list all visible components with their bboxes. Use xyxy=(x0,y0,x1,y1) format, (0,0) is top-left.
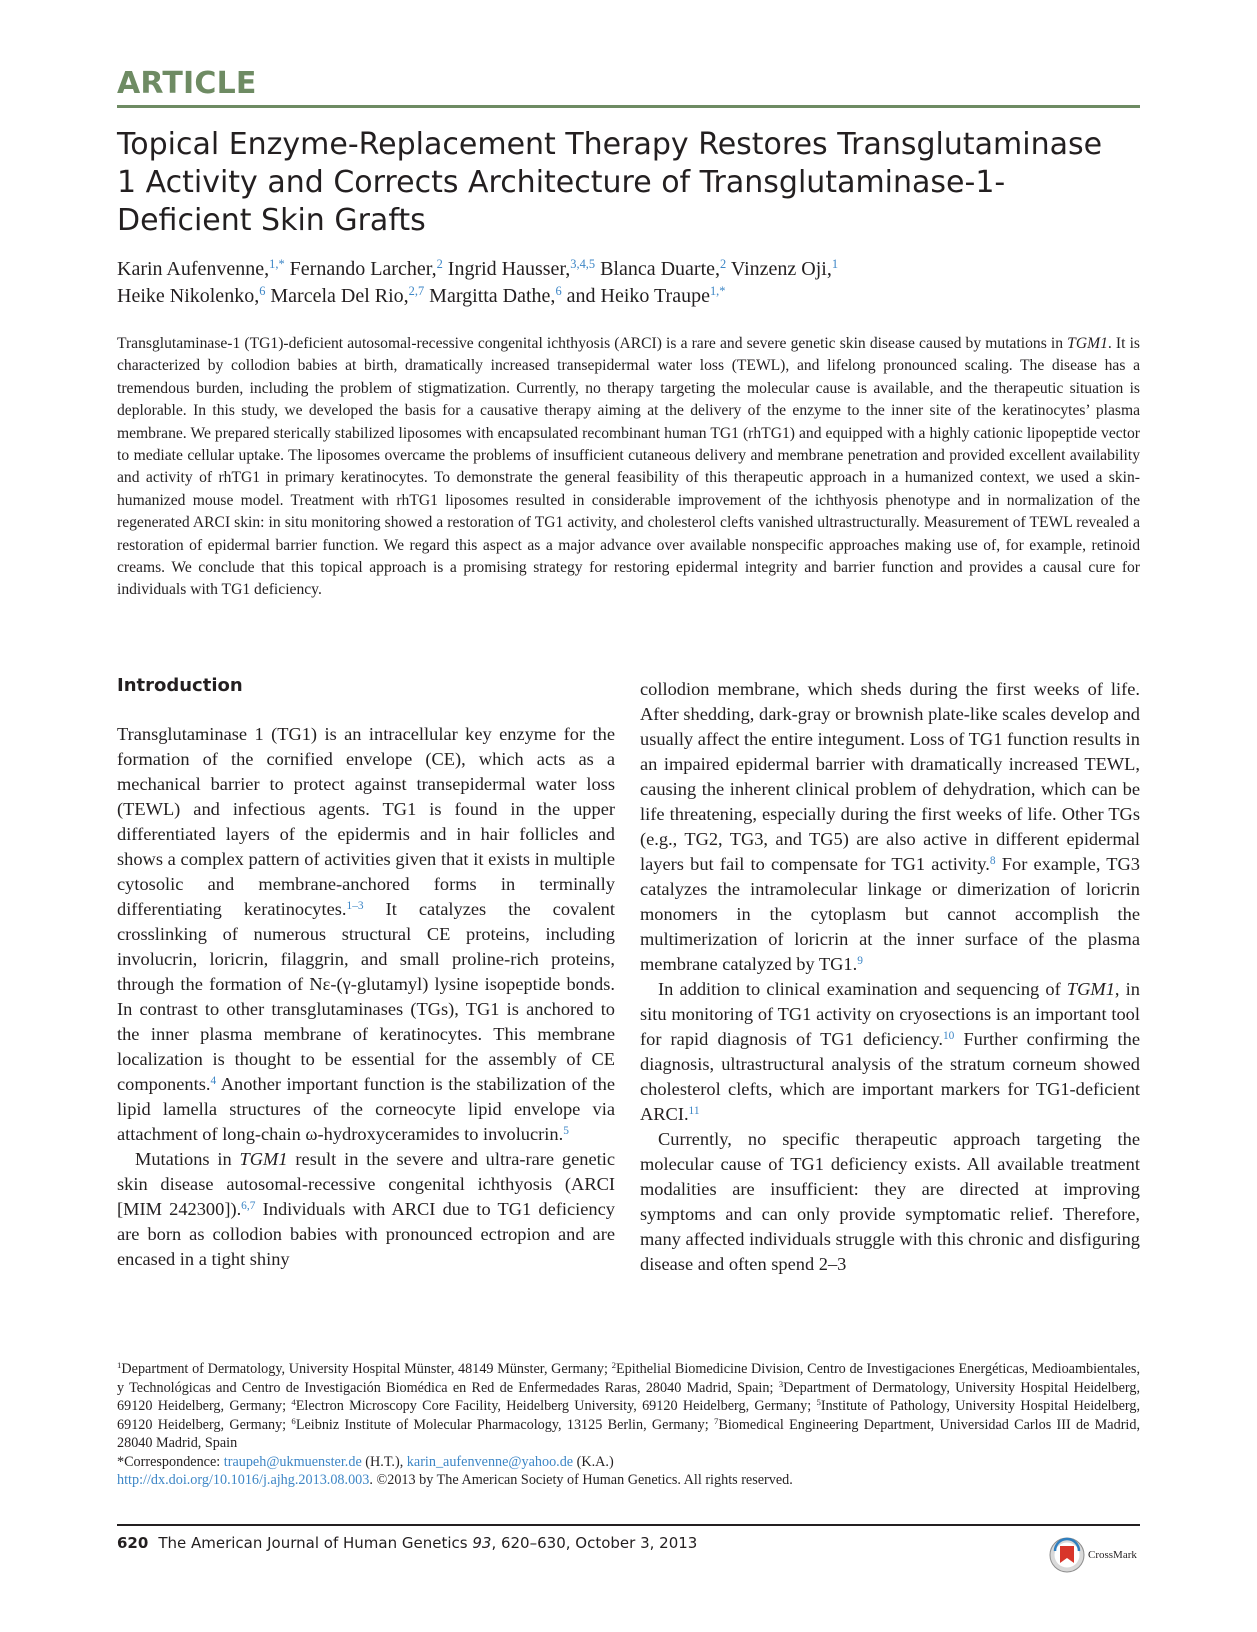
author: and Heiko Traupe$^{1,*}$ xyxy=(566,284,726,307)
journal-volume: 93 xyxy=(472,1534,492,1552)
affiliations xyxy=(117,1360,1140,1490)
page-footer xyxy=(117,1533,697,1553)
author-list xyxy=(117,256,1140,310)
footer-rule xyxy=(117,1524,1140,1526)
section-heading-introduction: Introduction xyxy=(117,675,243,696)
abstract: Transglutaminase-1 (TG1)-deficient autosomal-recessive congenital ichthyosis (ARCI) is a rare and severe genetic skin disease caused by mutations in TGM1. It is characterized by collodion babies at birth, dramatically increased transepidermal water loss (TEWL), and lifelong pronounced scaling. The disease has a tremendous burden, including the problem of stigmatization. Currently, no therapy targeting the molecular cause is available, and the therapeutic situation is deplorable. In this study, we developed the basis for a causative therapy aiming at the delivery of the enzyme to the inner site of the keratinocytes’ plasma membrane. We prepared sterically stabilized liposomes with encapsulated recombinant human TG1 (rhTG1) and equipped with a highly cationic lipopeptide vector to mediate cellular uptake. The liposomes overcame the problems of insufficient cutaneous delivery and membrane penetration and provided excellent availability and activity of rhTG1 in primary keratinocytes. To demonstrate the general feasibility of this therapeutic approach in a humanized context, we used a skin-humanized mouse model. Treatment with rhTG1 liposomes resulted in considerable improvement of the ichthyosis phenotype and in normalization of the regenerated ARCI skin: in situ monitoring showed a restoration of TG1 activity, and cholesterol clefts vanished ultrastructurally. Measurement of TEWL revealed a restoration of epidermal barrier function. We regard this aspect as a major advance over available nonspecific approaches making use of, for example, retinoid creams. We conclude that this topical approach is a promising strategy for restoring epidermal integrity and barrier function and provides a causal cure for individuals with TG1 deficiency. xyxy=(117,335,1140,599)
affiliation-list: $^1$Department of Dermatology, University Hospital Münster, 48149 Münster, Germany; $^2$Epithelial Biomedicine Division, Centro de Investigaciones Energéticas, Medioambientales, y Technológicas and Centro de Investigación Biomédica en Red de Enfermedades Raras, 28040 Madrid, Spain; $^3$Department of Dermatology, University Hospital Heidelberg, 69120 Heidelberg, Germany; $^4$Electron Microscopy Core Facility, Heidelberg University, 69120 Heidelberg, Germany; $^5$Institute of Pathology, University Hospital Heidelberg, 69120 Heidelberg, Germany; $^6$Leibniz Institute of Molecular Pharmacology, 13125 Berlin, Germany; $^7$Biomedical Engineering Department, Universidad Carlos III de Madrid, 28040 Madrid, Spain xyxy=(117,1360,1141,1451)
journal-name: The American Journal of Human Genetics xyxy=(158,1534,473,1552)
citation-link[interactable]: 5 xyxy=(563,1124,569,1137)
author: Ingrid Hausser,$^{3,4,5}$ xyxy=(447,257,596,280)
citation-link[interactable]: 11 xyxy=(688,1104,700,1117)
doi-line: http://dx.doi.org/10.1016/j.ajhg.2013.08.003. ©2013 by The American Society of Human Genetics. All rights reserved. xyxy=(117,1472,793,1488)
correspondence: *Correspondence: traupeh@ukmuenster.de (H.T.), karin_aufenvenne@yahoo.de (K.A.) xyxy=(117,1453,614,1470)
citation-link[interactable]: 6,7 xyxy=(241,1199,256,1212)
section-label: ARTICLE xyxy=(117,66,257,101)
citation-link[interactable]: 8 xyxy=(989,854,996,867)
body-column-left xyxy=(117,674,615,1272)
author: Blanca Duarte,$^2$ xyxy=(600,257,727,280)
paragraph: Transglutaminase 1 (TG1) is an intracellular key enzyme for the formation of the cornified envelope (CE), which acts as a mechanical barrier to protect against transepidermal water loss (TEWL) and infectious agents. TG1 is found in the upper differentiated layers of the epidermis and in hair follicles and shows a complex pattern of activities given that it exists in multiple cytosolic and membrane-anchored forms in terminally differentiating keratinocytes.$^{1-3}$ It catalyzes the covalent crosslinking of numerous structural CE proteins, including involucrin, loricrin, filaggrin, and small proline-rich proteins, through the formation of Nε-(γ-glutamyl) lysine isopeptide bonds. In contrast to other transglutaminases (TGs), TG1 is anchored to the inner plasma membrane of keratinocytes. This membrane localization is thought to be essential for the assembly of CE components.$^4$ Another important function is the stabilization of the lipid lamella structures of the corneocyte lipid envelope via attachment of long-chain ω-hydroxyceramides to involucrin.$^5$ xyxy=(117,724,615,1144)
journal-pages-date: , 620–630, October 3, 2013 xyxy=(491,1534,698,1552)
email-link-traupe[interactable]: traupeh@ukmuenster.de xyxy=(223,1453,362,1470)
body-column-right xyxy=(640,677,1140,1277)
header-rule xyxy=(117,105,1140,108)
author: Vinzenz Oji,$^1$ xyxy=(730,257,839,280)
author: Fernando Larcher,$^2$ xyxy=(289,257,443,280)
author: Karin Aufenvenne,$^{1,*}$ xyxy=(117,257,285,280)
citation-link[interactable]: 10 xyxy=(942,1029,955,1042)
paragraph: Currently, no specific therapeutic approach targeting the molecular cause of TG1 deficiency exists. All available treatment modalities are insufficient: they are directed at improving symptoms and can only provide symptomatic relief. Therefore, many affected individuals struggle with this chronic and disfiguring disease and often spend 2–3 xyxy=(640,1129,1140,1274)
citation-link[interactable]: 4 xyxy=(210,1074,217,1087)
citation-link[interactable]: 9 xyxy=(857,954,863,967)
crossmark-badge[interactable] xyxy=(1049,1537,1137,1573)
author: Margitta Dathe,$^6$ xyxy=(429,284,562,307)
paragraph: Mutations in TGM1 result in the severe and ultra-rare genetic skin disease autosomal-recessive congenital ichthyosis (ARCI [MIM 242300]).$^{6,7}$ Individuals with ARCI due to TG1 deficiency are born as collodion babies with pronounced ectropion and are encased in a tight shiny xyxy=(117,1149,615,1269)
article-title: Topical Enzyme-Replacement Therapy Restores Transglutaminase 1 Activity and Corrects Architecture of Transglutaminase-1-Deficient Skin Grafts xyxy=(117,127,1103,238)
email-link-aufenvenne[interactable]: karin_aufenvenne@yahoo.de xyxy=(406,1453,574,1470)
author: Marcela Del Rio,$^{2,7}$ xyxy=(270,284,425,307)
paragraph: In addition to clinical examination and sequencing of TGM1, in situ monitoring of TG1 activity on cryosections is an important tool for rapid diagnosis of TG1 deficiency.$^{10}$ Further confirming the diagnosis, ultrastructural analysis of the stratum corneum showed cholesterol clefts, which are important markers for TG1-deficient ARCI.$^{11}$ xyxy=(640,979,1140,1124)
continued-text: collodion membrane, which sheds during the first weeks of life. After shedding, dark-gray or brownish plate-like scales develop and usually affect the entire integument. Loss of TG1 function results in an impaired epidermal barrier with dramatically increased TEWL, causing the inherent clinical problem of dehydration, which can be life threatening, especially during the first weeks of life. Other TGs (e.g., TG2, TG3, and TG5) are also active in different epidermal layers but fail to compensate for TG1 activity. xyxy=(640,679,1140,874)
doi-link[interactable]: http://dx.doi.org/10.1016/j.ajhg.2013.08.003 xyxy=(117,1472,370,1488)
crossmark-icon xyxy=(1049,1537,1085,1573)
citation-link[interactable]: 1–3 xyxy=(346,899,364,912)
page-number: 620 xyxy=(117,1534,149,1552)
author: Heike Nikolenko,$^6$ xyxy=(117,284,266,307)
crossmark-label: CrossMark xyxy=(1088,1549,1137,1561)
paragraph-continued: collodion membrane, which sheds during the first weeks of life. After shedding, dark-gray or brownish plate-like scales develop and usually affect the entire integument. Loss of TG1 function results in an impaired epidermal barrier with dramatically increased TEWL, causing the inherent clinical problem of dehydration, which can be life threatening, especially during the first weeks of life. Other TGs (e.g., TG2, TG3, and TG5) are also active in different epidermal layers but fail to compensate for TG1 activity.$^8$ For example, TG3 catalyzes the intramolecular linkage or dimerization of loricrin monomers in the cytoplasm but cannot accomplish the multimerization of loricrin at the inner surface of the plasma membrane catalyzed by TG1.$^9$ xyxy=(640,679,1140,974)
